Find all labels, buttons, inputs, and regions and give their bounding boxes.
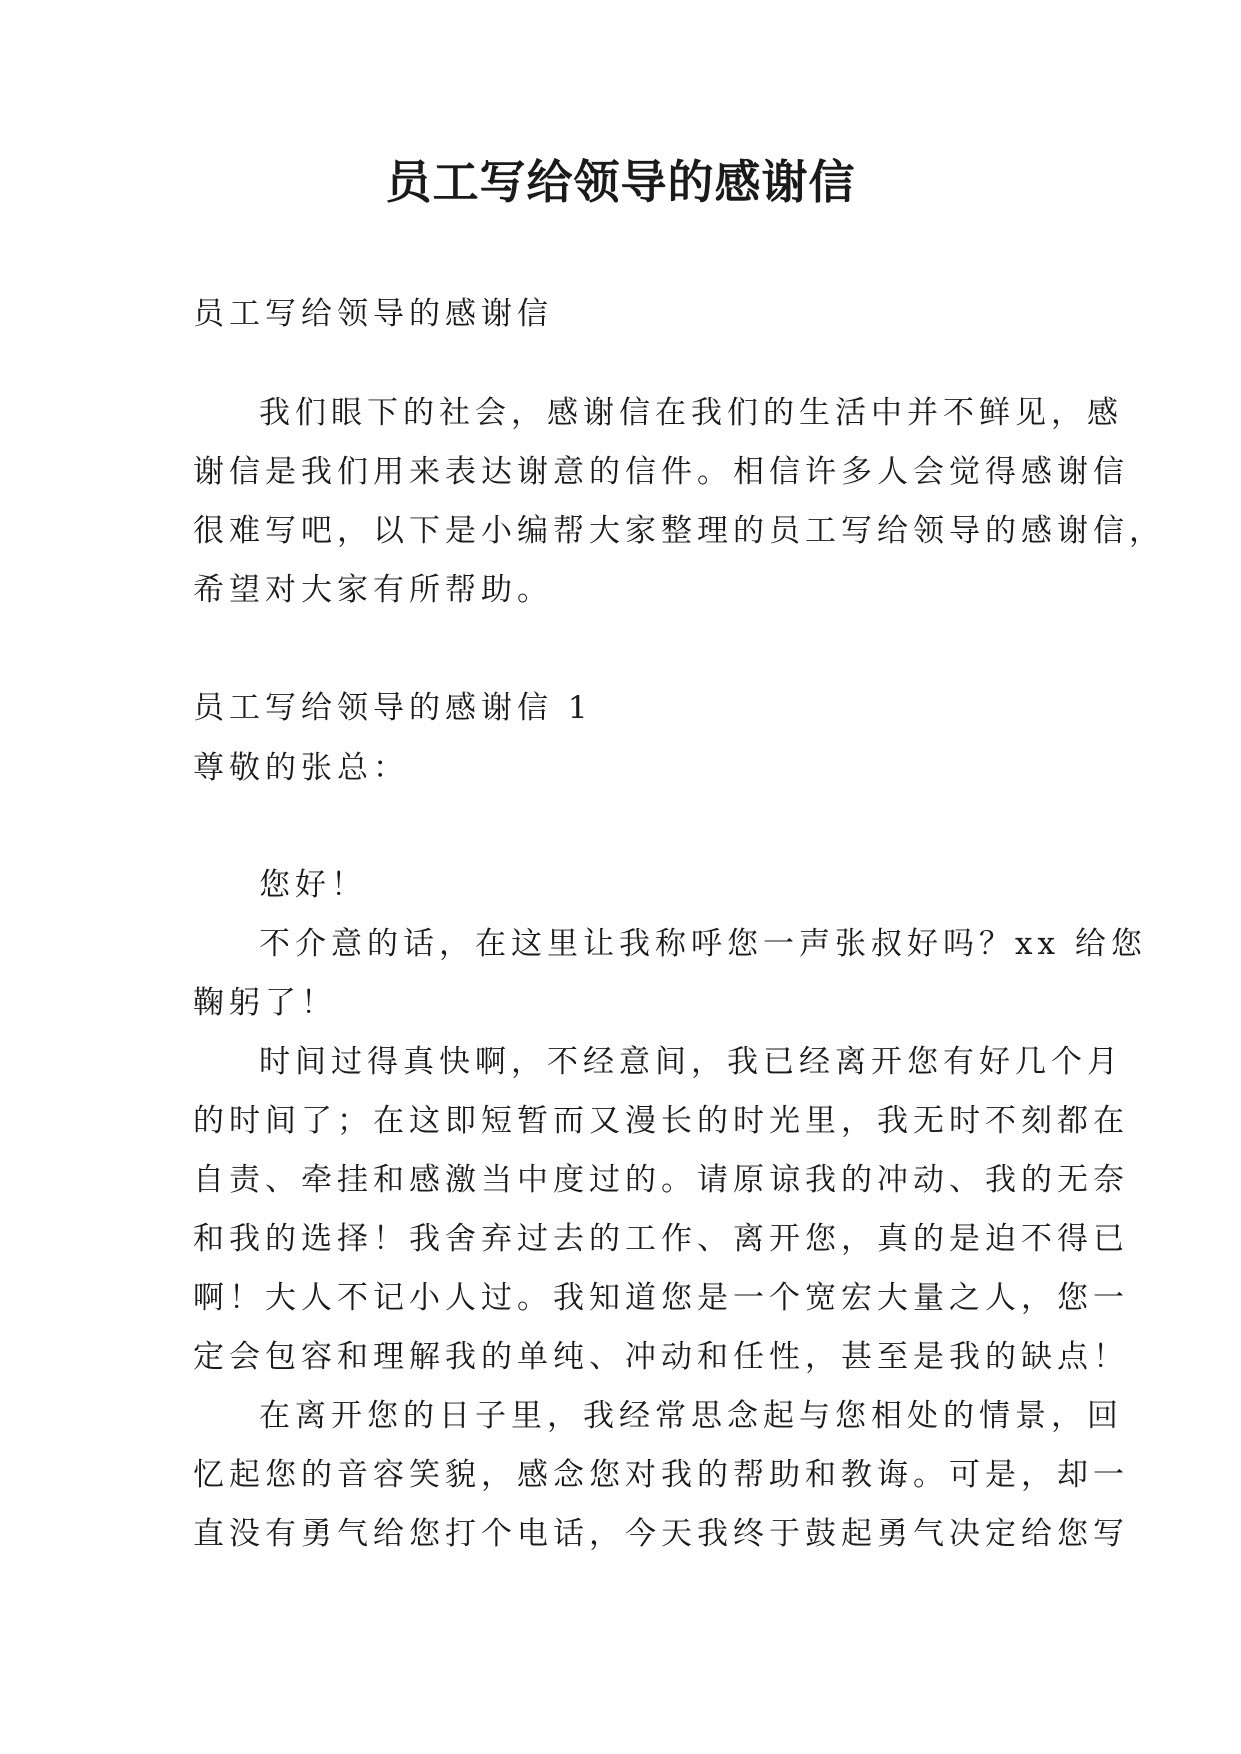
paragraph-line: 直没有勇气给您打个电话，今天我终于鼓起勇气决定给您写 bbox=[193, 1516, 1129, 1552]
paragraph-line: 忆起您的音容笑貌，感念您对我的帮助和教诲。可是，却一 bbox=[193, 1457, 1129, 1493]
paragraph-line: 啊！大人不记小人过。我知道您是一个宽宏大量之人，您一 bbox=[193, 1280, 1129, 1316]
letter-heading: 员工写给领导的感谢信 1 bbox=[193, 690, 593, 726]
salutation: 尊敬的张总： bbox=[193, 750, 409, 786]
document-title: 员工写给领导的感谢信 bbox=[385, 155, 856, 209]
paragraph-line: 在离开您的日子里，我经常思念起与您相处的情景，回 bbox=[259, 1398, 1123, 1434]
paragraph-1 bbox=[193, 915, 1147, 1033]
paragraph-line: 很难写吧，以下是小编帮大家整理的员工写给领导的感谢信， bbox=[193, 513, 1165, 549]
paragraph-line: 定会包容和理解我的单纯、冲动和任性，甚至是我的缺点！ bbox=[193, 1339, 1129, 1375]
paragraph-line: 鞠躬了！ bbox=[193, 985, 337, 1021]
intro-paragraph bbox=[193, 384, 1165, 620]
paragraph-line: 不介意的话，在这里让我称呼您一声张叔好吗？xx 给您 bbox=[259, 926, 1147, 962]
subtitle: 员工写给领导的感谢信 bbox=[193, 296, 553, 332]
document-body bbox=[193, 285, 1165, 1564]
paragraph-line: 和我的选择！我舍弃过去的工作、离开您，真的是迫不得已 bbox=[193, 1221, 1129, 1257]
paragraph-3 bbox=[193, 1387, 1129, 1564]
paragraph-line: 谢信是我们用来表达谢意的信件。相信许多人会觉得感谢信 bbox=[193, 454, 1129, 490]
paragraph-line: 时间过得真快啊，不经意间，我已经离开您有好几个月 bbox=[259, 1044, 1123, 1080]
paragraph-line: 我们眼下的社会，感谢信在我们的生活中并不鲜见，感 bbox=[259, 395, 1123, 431]
paragraph-2 bbox=[193, 1033, 1129, 1387]
paragraph-line: 自责、牵挂和感激当中度过的。请原谅我的冲动、我的无奈 bbox=[193, 1162, 1129, 1198]
paragraph-line: 的时间了；在这即短暂而又漫长的时光里，我无时不刻都在 bbox=[193, 1103, 1129, 1139]
paragraph-line: 希望对大家有所帮助。 bbox=[193, 572, 553, 608]
greeting: 您好！ bbox=[259, 867, 367, 903]
